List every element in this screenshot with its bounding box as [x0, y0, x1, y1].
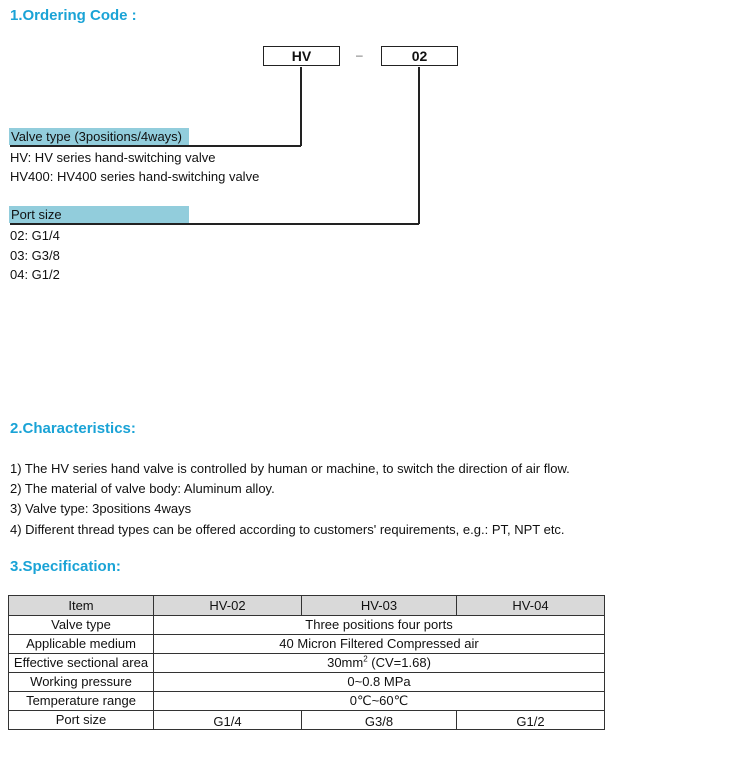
port-size-item: 02: G1/4 — [10, 228, 60, 243]
port-size-item: 03: G3/8 — [10, 248, 60, 263]
table-header-row — [9, 596, 605, 616]
value-text: (CV=1.68) — [367, 655, 431, 670]
row-label: Applicable medium — [9, 635, 154, 654]
row-label: Port size — [9, 711, 154, 730]
characteristic-item: 1) The HV series hand valve is controlled by human or machine, to switch the direction of air flow. — [10, 461, 570, 476]
row-label: Temperature range — [9, 692, 154, 711]
table-row — [9, 654, 605, 673]
table-row — [9, 616, 605, 635]
characteristic-item: 2) The material of valve body: Aluminum alloy. — [10, 481, 275, 496]
port-value: G1/2 — [457, 711, 605, 730]
characteristic-item: 4) Different thread types can be offered according to customers' requirements, e.g.: PT, NPT etc. — [10, 522, 565, 537]
port-value: G1/4 — [154, 711, 302, 730]
column-header: HV-02 — [154, 596, 302, 616]
row-label: Effective sectional area — [9, 654, 154, 673]
column-header: HV-03 — [302, 596, 457, 616]
value-text: 30mm — [327, 655, 364, 670]
code-box-port: 02 — [381, 46, 458, 66]
connector-line-vertical-series — [300, 67, 302, 146]
row-label: Valve type — [9, 616, 154, 635]
port-size-label: Port size — [9, 206, 189, 223]
valve-type-item: HV400: HV400 series hand-switching valve — [10, 169, 260, 184]
row-value: Three positions four ports — [154, 616, 605, 635]
code-dash: – — [356, 48, 363, 62]
valve-type-item: HV: HV series hand-switching valve — [10, 150, 216, 165]
specification-table — [8, 595, 605, 730]
row-value: 40 Micron Filtered Compressed air — [154, 635, 605, 654]
row-value — [154, 654, 605, 673]
connector-line-horizontal-port — [10, 223, 419, 225]
superscript: 2 — [363, 654, 368, 664]
table-row — [9, 673, 605, 692]
port-value: G3/8 — [302, 711, 457, 730]
table-row — [9, 692, 605, 711]
code-box-series: HV — [263, 46, 340, 66]
connector-line-horizontal-series — [10, 145, 301, 147]
row-value: 0~0.8 MPa — [154, 673, 605, 692]
specification-heading: 3.Specification: — [10, 558, 121, 575]
row-label: Working pressure — [9, 673, 154, 692]
column-header: HV-04 — [457, 596, 605, 616]
connector-line-vertical-port — [418, 67, 420, 224]
ordering-code-heading: 1.Ordering Code : — [10, 7, 137, 24]
row-value: 0℃~60℃ — [154, 692, 605, 711]
table-row — [9, 711, 605, 730]
table-row — [9, 635, 605, 654]
port-size-item: 04: G1/2 — [10, 267, 60, 282]
characteristics-heading: 2.Characteristics: — [10, 420, 136, 437]
characteristic-item: 3) Valve type: 3positions 4ways — [10, 501, 192, 516]
column-header: Item — [9, 596, 154, 616]
valve-type-label: Valve type (3positions/4ways) — [9, 128, 189, 145]
